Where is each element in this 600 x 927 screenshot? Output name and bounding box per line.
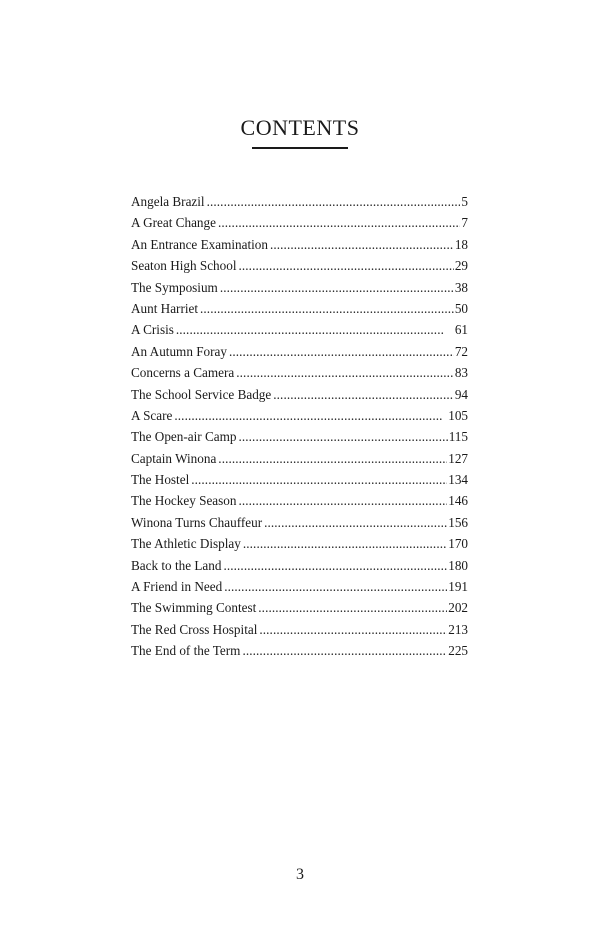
toc-entry-page: 83	[454, 365, 468, 381]
toc-entry	[131, 426, 468, 447]
toc-entry-page: 191	[448, 579, 468, 595]
toc-entry-page: 61	[454, 322, 468, 338]
toc-entry-page: 50	[454, 300, 468, 316]
toc-entry	[131, 384, 468, 405]
heading-rule	[252, 147, 348, 149]
toc-entry-title: Back to the Land	[131, 557, 222, 573]
table-of-contents	[131, 191, 468, 662]
toc-entry	[131, 619, 468, 640]
toc-entry	[131, 255, 468, 276]
toc-entry-page: 213	[448, 621, 468, 637]
dot-leader	[200, 298, 454, 319]
toc-entry-page: 170	[448, 536, 468, 552]
toc-entry	[131, 533, 468, 554]
toc-entry-page: 202	[448, 600, 468, 616]
dot-leader	[218, 212, 460, 233]
dot-leader	[238, 426, 447, 447]
toc-entry-title: An Autumn Foray	[131, 343, 227, 359]
toc-entry-page: 156	[448, 514, 468, 530]
toc-entry-page: 18	[454, 236, 468, 252]
toc-entry	[131, 277, 468, 298]
dot-leader	[238, 490, 447, 511]
toc-entry-title: Concerns a Camera	[131, 365, 235, 381]
toc-entry-page: 72	[454, 343, 468, 359]
toc-entry-title: Aunt Harriet	[131, 300, 199, 316]
dot-leader	[258, 597, 447, 618]
toc-entry-title: A Great Change	[131, 215, 216, 231]
toc-entry-title: The Hostel	[131, 472, 190, 488]
dot-leader	[191, 469, 447, 490]
toc-entry-title: A Scare	[131, 407, 173, 423]
toc-entry	[131, 640, 468, 661]
toc-entry	[131, 448, 468, 469]
toc-entry-title: Seaton High School	[131, 258, 237, 274]
toc-entry-title: The Swimming Contest	[131, 600, 257, 616]
toc-entry-page: 134	[448, 472, 468, 488]
toc-entry	[131, 512, 468, 533]
toc-entry-title: An Entrance Examination	[131, 236, 268, 252]
toc-entry-page: 180	[448, 557, 468, 573]
toc-entry	[131, 298, 468, 319]
toc-entry	[131, 597, 468, 618]
toc-entry-page: 5	[461, 194, 468, 209]
toc-entry	[131, 405, 468, 426]
toc-entry-title: The Open-air Camp	[131, 429, 237, 445]
dot-leader	[270, 234, 454, 255]
dot-leader	[207, 191, 461, 212]
toc-entry-page: 225	[448, 643, 468, 659]
dot-leader	[273, 384, 454, 405]
toc-entry-page: 115	[448, 429, 468, 445]
dot-leader	[243, 533, 447, 554]
toc-entry	[131, 576, 468, 597]
toc-entry-title: The Hockey Season	[131, 493, 237, 509]
toc-entry	[131, 469, 468, 490]
dot-leader	[259, 619, 447, 640]
toc-entry-page: 105	[448, 407, 468, 423]
dot-leader	[236, 362, 454, 383]
toc-entry-title: A Friend in Need	[131, 579, 223, 595]
toc-entry	[131, 212, 468, 233]
toc-entry	[131, 490, 468, 511]
dot-leader	[176, 319, 454, 340]
dot-leader	[174, 405, 447, 426]
dot-leader	[242, 640, 447, 661]
toc-entry-page: 29	[454, 258, 468, 274]
toc-entry	[131, 362, 468, 383]
toc-entry-title: The Athletic Display	[131, 536, 241, 552]
toc-entry-page: 7	[461, 215, 468, 231]
dot-leader	[218, 448, 447, 469]
toc-entry	[131, 319, 468, 340]
toc-entry-title: Angela Brazil	[131, 194, 205, 209]
toc-entry-title: The Symposium	[131, 279, 218, 295]
dot-leader	[229, 341, 454, 362]
dot-leader	[224, 576, 447, 597]
dot-leader	[264, 512, 447, 533]
toc-entry	[131, 234, 468, 255]
toc-entry-title: The End of the Term	[131, 643, 241, 659]
toc-entry-title: Captain Winona	[131, 450, 217, 466]
toc-entry	[131, 191, 468, 212]
toc-entry-page: 94	[454, 386, 468, 402]
toc-entry-title: A Crisis	[131, 322, 174, 338]
toc-entry-title: Winona Turns Chauffeur	[131, 514, 263, 530]
dot-leader	[220, 277, 454, 298]
toc-entry-page: 38	[454, 279, 468, 295]
toc-entry-page: 127	[448, 450, 468, 466]
toc-entry	[131, 341, 468, 362]
dot-leader	[239, 255, 454, 276]
toc-entry-page: 146	[448, 493, 468, 509]
toc-entry-title: The School Service Badge	[131, 386, 272, 402]
toc-entry-title: The Red Cross Hospital	[131, 621, 258, 637]
page-number: 3	[296, 866, 304, 883]
contents-heading: CONTENTS	[240, 114, 360, 140]
toc-entry	[131, 555, 468, 576]
dot-leader	[223, 555, 447, 576]
